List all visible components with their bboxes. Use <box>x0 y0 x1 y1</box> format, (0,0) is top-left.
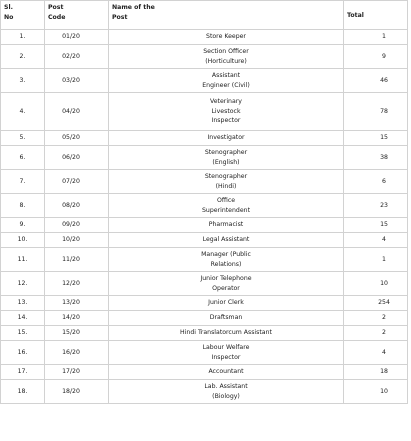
cell-post-name <box>109 194 344 218</box>
cell-sl-no: 16. <box>1 341 45 365</box>
cell-sl-no: 1. <box>1 30 45 45</box>
table-row <box>1 30 408 45</box>
cell-total: 9 <box>344 45 408 69</box>
table-row <box>1 341 408 365</box>
cell-total: 4 <box>344 341 408 365</box>
cell-total: 254 <box>344 296 408 311</box>
post-name-line: Inspector <box>211 117 241 125</box>
cell-total: 46 <box>344 69 408 93</box>
cell-total: 6 <box>344 170 408 194</box>
cell-sl-no: 6. <box>1 146 45 170</box>
table-row <box>1 194 408 218</box>
post-name-line: Operator <box>212 284 240 292</box>
cell-total: 78 <box>344 93 408 131</box>
cell-post-code: 12/20 <box>45 272 109 296</box>
cell-post-name <box>109 365 344 380</box>
cell-total: 23 <box>344 194 408 218</box>
cell-sl-no: 7. <box>1 170 45 194</box>
header-name-line: Post <box>112 13 128 21</box>
post-name-line: Hindi Translatorcum Assistant <box>180 329 272 337</box>
post-name-line: Investigator <box>207 134 245 142</box>
header-row <box>1 1 408 30</box>
table-row <box>1 218 408 233</box>
post-name-line: Engineer (Civil) <box>202 81 250 89</box>
cell-post-name <box>109 272 344 296</box>
post-name-line: Relations) <box>210 260 242 268</box>
cell-post-code: 17/20 <box>45 365 109 380</box>
cell-sl-no: 9. <box>1 218 45 233</box>
post-name-line: Labour Welfare <box>202 344 250 351</box>
table-row <box>1 93 408 131</box>
cell-sl-no: 13. <box>1 296 45 311</box>
cell-sl-no: 17. <box>1 365 45 380</box>
cell-post-code: 18/20 <box>45 380 109 404</box>
cell-total: 1 <box>344 248 408 272</box>
header-sl-line: Sl. <box>4 4 13 11</box>
header-code-line: Post <box>48 4 64 11</box>
table-row <box>1 131 408 146</box>
cell-post-code: 11/20 <box>45 248 109 272</box>
header-code-line: Code <box>48 13 66 21</box>
table-body <box>1 30 408 404</box>
cell-post-name <box>109 311 344 326</box>
post-name-line: Draftsman <box>209 314 243 322</box>
cell-post-code: 01/20 <box>45 30 109 45</box>
cell-post-name <box>109 30 344 45</box>
cell-sl-no: 12. <box>1 272 45 296</box>
header-name-line: Name of the <box>112 4 155 11</box>
table-row <box>1 146 408 170</box>
cell-total: 10 <box>344 380 408 404</box>
cell-sl-no: 11. <box>1 248 45 272</box>
cell-post-code: 06/20 <box>45 146 109 170</box>
post-name-line: Stenographer <box>204 173 248 180</box>
cell-post-code: 09/20 <box>45 218 109 233</box>
cell-post-code: 05/20 <box>45 131 109 146</box>
cell-post-name <box>109 146 344 170</box>
cell-total: 2 <box>344 311 408 326</box>
post-name-line: Store Keeper <box>206 33 246 41</box>
header-post-name <box>109 1 344 30</box>
cell-post-code: 16/20 <box>45 341 109 365</box>
cell-post-name <box>109 131 344 146</box>
post-name-line: Superintendent <box>201 206 250 214</box>
post-name-line: Assistant <box>211 72 241 79</box>
table-row <box>1 296 408 311</box>
post-name-line: Office <box>216 197 236 204</box>
header-total: Total <box>344 1 408 30</box>
cell-sl-no: 3. <box>1 69 45 93</box>
cell-post-name <box>109 170 344 194</box>
table-row <box>1 326 408 341</box>
post-name-line: (Horticulture) <box>205 57 247 65</box>
post-name-line: (Hindi) <box>215 182 237 190</box>
cell-post-name <box>109 380 344 404</box>
cell-post-name <box>109 248 344 272</box>
cell-sl-no: 4. <box>1 93 45 131</box>
cell-post-name <box>109 45 344 69</box>
cell-post-code: 13/20 <box>45 296 109 311</box>
cell-post-name <box>109 326 344 341</box>
cell-sl-no: 14. <box>1 311 45 326</box>
cell-sl-no: 15. <box>1 326 45 341</box>
post-name-line: Livestock <box>211 107 241 115</box>
post-name-line: Stenographer <box>204 149 248 156</box>
cell-post-code: 03/20 <box>45 69 109 93</box>
cell-total: 1 <box>344 30 408 45</box>
post-name-line: (English) <box>212 158 240 166</box>
post-name-line: (Biology) <box>212 392 240 400</box>
cell-post-code: 15/20 <box>45 326 109 341</box>
cell-sl-no: 5. <box>1 131 45 146</box>
post-name-line: Lab. Assistant <box>204 383 248 390</box>
cell-post-name <box>109 341 344 365</box>
cell-post-name <box>109 233 344 248</box>
header-sl-line: No <box>4 13 14 21</box>
header-sl <box>1 1 45 30</box>
table-row <box>1 170 408 194</box>
cell-post-name <box>109 69 344 93</box>
post-name-line: Section Officer <box>203 48 249 55</box>
cell-post-name <box>109 93 344 131</box>
cell-post-name <box>109 296 344 311</box>
cell-total: 10 <box>344 272 408 296</box>
cell-sl-no: 8. <box>1 194 45 218</box>
post-name-line: Manager (Public <box>201 251 251 258</box>
post-name-line: Accountant <box>208 368 244 376</box>
cell-post-code: 14/20 <box>45 311 109 326</box>
cell-post-code: 04/20 <box>45 93 109 131</box>
header-post-code <box>45 1 109 30</box>
cell-sl-no: 2. <box>1 45 45 69</box>
table-row <box>1 365 408 380</box>
cell-sl-no: 10. <box>1 233 45 248</box>
cell-total: 15 <box>344 218 408 233</box>
cell-total: 4 <box>344 233 408 248</box>
table-row <box>1 233 408 248</box>
post-name-line: Junior Clerk <box>208 299 244 307</box>
table-row <box>1 45 408 69</box>
cell-total: 18 <box>344 365 408 380</box>
post-name-line: Pharmacist <box>208 221 244 229</box>
post-name-line: Junior Telephone <box>200 275 252 282</box>
table-row <box>1 69 408 93</box>
cell-post-name <box>109 218 344 233</box>
post-name-line: Legal Assistant <box>202 236 250 244</box>
cell-post-code: 10/20 <box>45 233 109 248</box>
cell-post-code: 08/20 <box>45 194 109 218</box>
cell-total: 15 <box>344 131 408 146</box>
post-name-line: Veterinary <box>210 98 242 106</box>
table-row <box>1 311 408 326</box>
cell-post-code: 02/20 <box>45 45 109 69</box>
table-row <box>1 248 408 272</box>
cell-total: 38 <box>344 146 408 170</box>
post-name-line: Inspector <box>211 353 241 361</box>
cell-post-code: 07/20 <box>45 170 109 194</box>
cell-total: 2 <box>344 326 408 341</box>
table-row <box>1 272 408 296</box>
cell-sl-no: 18. <box>1 380 45 404</box>
table-row <box>1 380 408 404</box>
